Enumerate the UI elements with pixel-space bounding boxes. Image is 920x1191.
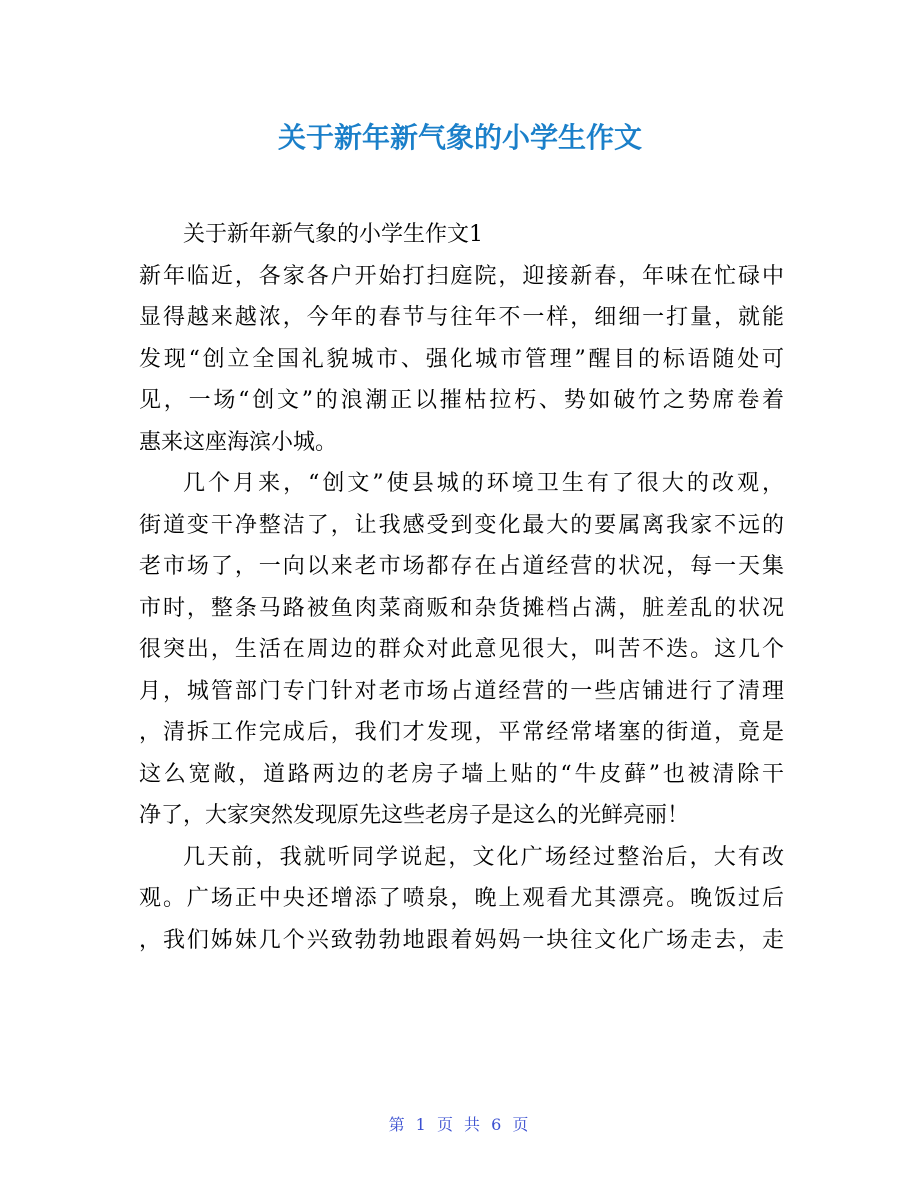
body-text-line: 惠来这座海滨小城。 [139, 429, 338, 455]
body-text-line: 月，城管部门专门针对老市场占道经营的一些店铺进行了清理 [139, 678, 784, 704]
document-title: 关于新年新气象的小学生作文 [277, 121, 642, 154]
body-text-line: 老市场了，一向以来老市场都存在占道经营的状况，每一天集 [139, 554, 784, 579]
section-heading: 关于新年新气象的小学生作文1 [183, 222, 483, 247]
body-text-line: 市时，整条马路被鱼肉菜商贩和杂货摊档占满，脏差乱的状况 [139, 595, 784, 621]
body-text-line: ，我们姊妹几个兴致勃勃地跟着妈妈一块往文化广场走去，走 [139, 927, 784, 953]
body-text-line: 很突出，生活在周边的群众对此意见很大，叫苦不迭。这几个 [139, 637, 784, 662]
body-text-line: 观。广场正中央还增添了喷泉，晚上观看尤其漂亮。晚饭过后 [139, 886, 784, 911]
body-text-line: 街道变干净整洁了，让我感受到变化最大的要属离我家不远的 [139, 512, 784, 538]
body-text-line: 几个月来，“创文”使县城的环境卫生有了很大的改观， [183, 471, 784, 496]
document-body [139, 214, 784, 961]
body-text-line: 这么宽敞，道路两边的老房子墙上贴的“牛皮藓”也被清除干 [139, 761, 784, 787]
body-text-line: 净了，大家突然发现原先这些老房子是这么的光鲜亮丽！ [139, 803, 690, 828]
body-text-line: 见，一场“创文”的浪潮正以摧枯拉朽、势如破竹之势席卷着 [139, 388, 784, 413]
body-text-line: ，清拆工作完成后，我们才发现，平常经常堵塞的街道，竟是 [139, 720, 784, 745]
body-text-line: 新年临近，各家各户开始打扫庭院，迎接新春，年味在忙碌中 [139, 263, 784, 289]
body-text-line: 显得越来越浓，今年的春节与往年不一样，细细一打量，就能 [139, 305, 784, 330]
body-text-line: 发现“创立全国礼貌城市、强化城市管理”醒目的标语随处可 [139, 346, 784, 372]
body-text-line: 几天前，我就听同学说起，文化广场经过整治后，大有改 [183, 844, 784, 870]
page-number-footer: 第 1 页 共 6 页 [388, 1115, 532, 1134]
